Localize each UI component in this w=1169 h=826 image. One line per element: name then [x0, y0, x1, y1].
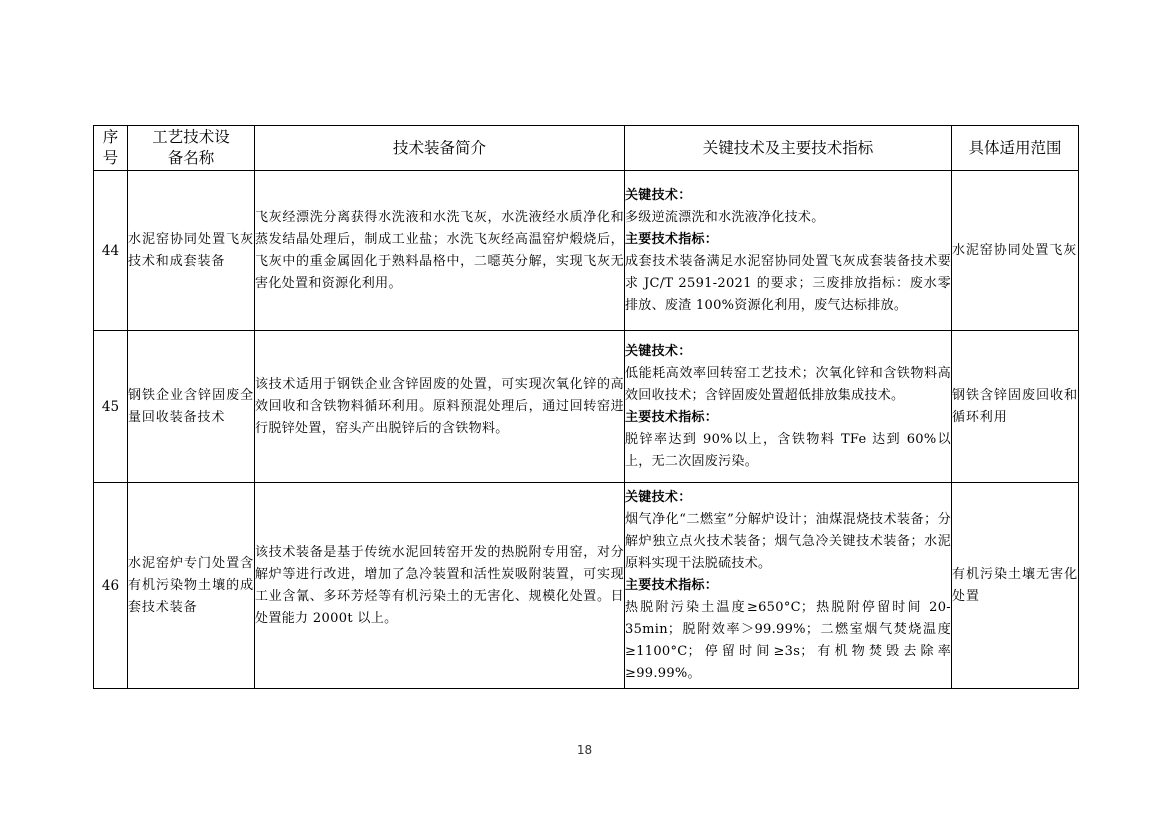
- key-tech-label: 关键技术：: [625, 343, 692, 359]
- tech-name: 钢铁企业含锌固废全量回收装备技术: [128, 331, 255, 483]
- key-tech-cell: [625, 171, 952, 331]
- scope: 有机污染土壤无害化处置: [952, 483, 1079, 689]
- indicator-text: 成套技术装备满足水泥窑协同处置飞灰成套装备技术要求 JC/T 2591-2021 的要求；三废排放指标：废水零排放、废渣 100%资源化利用，废气达标排放。: [625, 253, 951, 313]
- row-number: 44: [94, 171, 128, 331]
- tech-intro: 该技术装备是基于传统水泥回转窑开发的热脱附专用窑，对分解炉等进行改进，增加了急冷装置和活性炭吸附装置，可实现工业含氰、多环芳烃等有机污染土的无害化、规模化处置。日处置能力 2000t 以上。: [255, 483, 625, 689]
- indicator-label: 主要技术指标：: [625, 409, 719, 425]
- header-intro: 技术装备简介: [255, 126, 625, 171]
- header-row: [94, 126, 1079, 171]
- scope: 水泥窑协同处置飞灰: [952, 171, 1079, 331]
- indicator-label: 主要技术指标：: [625, 577, 719, 593]
- scope: 钢铁含锌固废回收和循环利用: [952, 331, 1079, 483]
- header-name: 工艺技术设备名称: [128, 126, 255, 171]
- key-tech-text: 多级逆流漂洗和水洗液净化技术。: [625, 209, 825, 225]
- indicator-text: 脱锌率达到 90%以上，含铁物料 TFe 达到 60%以上，无二次固废污染。: [625, 431, 951, 469]
- key-tech-label: 关键技术：: [625, 187, 692, 203]
- key-tech-label: 关键技术：: [625, 489, 692, 505]
- indicator-label: 主要技术指标：: [625, 231, 719, 247]
- row-number: 45: [94, 331, 128, 483]
- indicator-text: 热脱附污染土温度≥650°C；热脱附停留时间 20-35min；脱附效率＞99.99%；二燃室烟气焚烧温度≥1100°C；停留时间≥3s；有机物焚毁去除率≥99.99%。: [625, 599, 951, 681]
- technology-table: [93, 125, 1079, 689]
- header-no: 序号: [94, 126, 128, 171]
- header-key: 关键技术及主要技术指标: [625, 126, 952, 171]
- tech-name: 水泥窑协同处置飞灰技术和成套装备: [128, 171, 255, 331]
- table-row: [94, 171, 1079, 331]
- tech-intro: 该技术适用于钢铁企业含锌固废的处置，可实现次氧化锌的高效回收和含铁物料循环利用。原料预混处理后，通过回转窑进行脱锌处置，窑头产出脱锌后的含铁物料。: [255, 331, 625, 483]
- key-tech-text: 低能耗高效率回转窑工艺技术；次氧化锌和含铁物料高效回收技术；含锌固废处置超低排放集成技术。: [625, 365, 951, 403]
- page-number: 18: [576, 743, 593, 757]
- row-number: 46: [94, 483, 128, 689]
- header-scope: 具体适用范围: [952, 126, 1079, 171]
- tech-intro: 飞灰经漂洗分离获得水洗液和水洗飞灰，水洗液经水质净化和蒸发结晶处理后，制成工业盐；水洗飞灰经高温窑炉煅烧后，飞灰中的重金属固化于熟料晶格中，二噁英分解，实现飞灰无害化处置和资源化利用。: [255, 171, 625, 331]
- table-row: [94, 331, 1079, 483]
- tech-name: 水泥窑炉专门处置含有机污染物土壤的成套技术装备: [128, 483, 255, 689]
- table-row: [94, 483, 1079, 689]
- key-tech-text: 烟气净化“二燃室”分解炉设计；油煤混烧技术装备；分解炉独立点火技术装备；烟气急冷关键技术装备；水泥原料实现干法脱硫技术。: [625, 511, 951, 571]
- key-tech-cell: [625, 483, 952, 689]
- key-tech-cell: [625, 331, 952, 483]
